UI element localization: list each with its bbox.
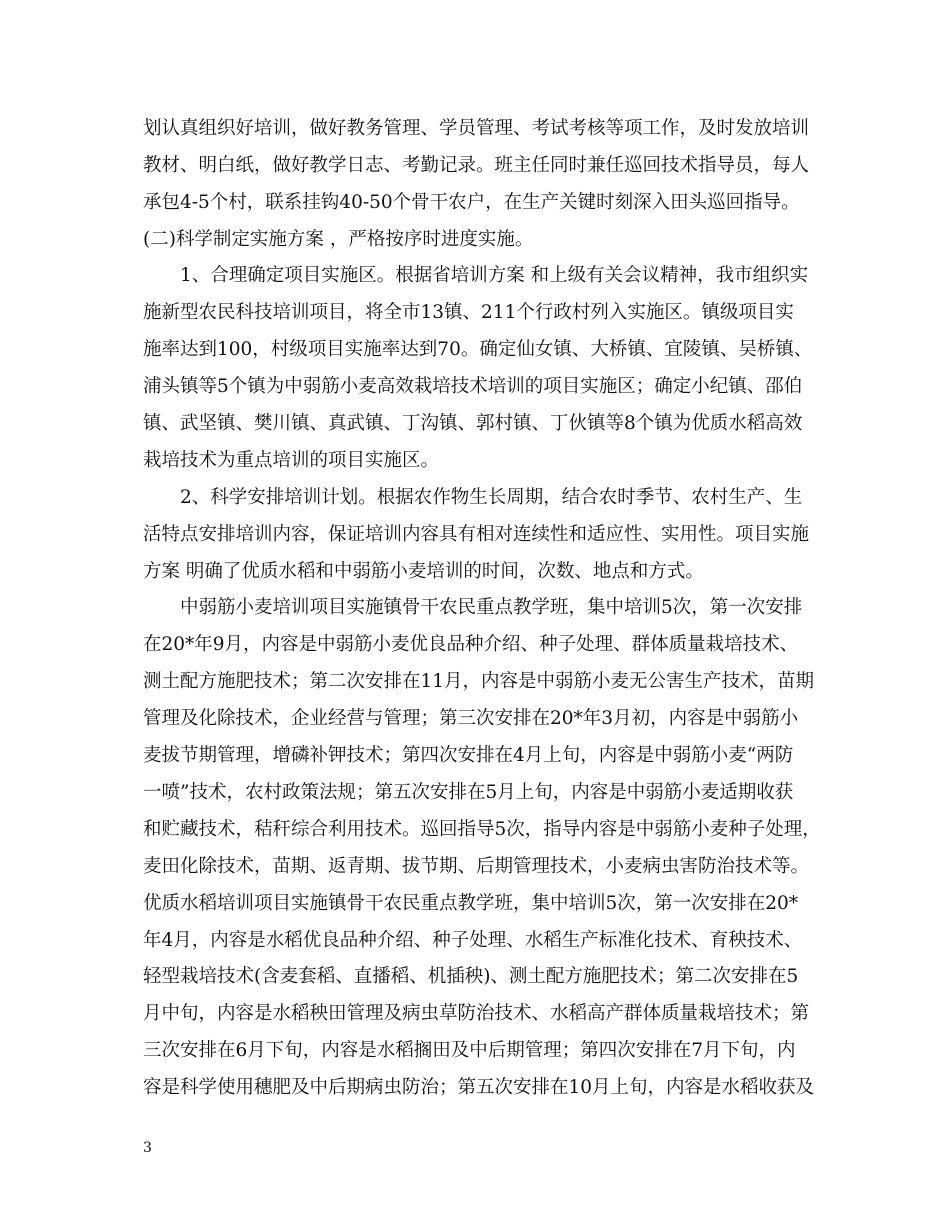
text-line: 麦拔节期管理，增磷补钾技术；第四次安排在4月上旬，内容是中弱筋小麦“两防 bbox=[143, 745, 794, 766]
text-line: 施率达到100，村级项目实施率达到70。确定仙女镇、大桥镇、宜陵镇、吴桥镇、 bbox=[143, 339, 813, 360]
text-line: 优质水稻培训项目实施镇骨干农民重点教学班，集中培训5次，第一次安排在20* bbox=[143, 893, 799, 914]
text-line: 教材、明白纸，做好教学日志、考勤记录。班主任同时兼任巡回技术指导员，每人 bbox=[143, 155, 810, 176]
text-line: 活特点安排培训内容，保证培训内容具有相对连续性和适应性、实用性。项目实施 bbox=[143, 524, 810, 545]
text-line: 三次安排在6月下旬，内容是水稻搁田及中后期管理；第四次安排在7月下旬，内 bbox=[143, 1040, 796, 1061]
text-line: 年4月，内容是水稻优良品种介绍、种子处理、水稻生产标准化技术、育秧技术、 bbox=[143, 930, 803, 951]
text-line: 管理及化除技术，企业经营与管理；第三次安排在20*年3月初，内容是中弱筋小 bbox=[143, 708, 799, 729]
text-line: 中弱筋小麦培训项目实施镇骨干农民重点教学班，集中培训5次，第一次安排 bbox=[180, 597, 803, 618]
text-line: 测土配方施肥技术；第二次安排在11月，内容是中弱筋小麦无公害生产技术，苗期 bbox=[143, 671, 815, 692]
text-line: 承包4-5个村，联系挂钩40-50个骨干农户，在生产关键时刻深入田头巡回指导。 bbox=[143, 192, 800, 213]
text-line: 2、科学安排培训计划。根据农作物生长周期，结合农时季节、农村生产、生 bbox=[180, 487, 803, 508]
text-line: 月中旬，内容是水稻秧田管理及病虫草防治技术、水稻高产群体质量栽培技术；第 bbox=[143, 1003, 810, 1024]
text-line: 一喷”技术，农村政策法规；第五次安排在5月上旬，内容是中弱筋小麦适期收获 bbox=[143, 782, 794, 803]
text-line: 麦田化除技术，苗期、返青期、拔节期、后期管理技术，小麦病虫害防治技术等。 bbox=[143, 856, 810, 877]
text-line: 和贮藏技术，秸秆综合利用技术。巡回指导5次，指导内容是中弱筋小麦种子处理， bbox=[143, 819, 821, 840]
text-line: 容是科学使用穗肥及中后期病虫防治；第五次安排在10月上旬，内容是水稻收获及 bbox=[143, 1077, 815, 1098]
text-line: 1、合理确定项目实施区。根据省培训方案 和上级有关会议精神，我市组织实 bbox=[180, 265, 809, 286]
text-line: 轻型栽培技术(含麦套稻、直播稻、机插秧)、测土配方施肥技术；第二次安排在5 bbox=[143, 966, 799, 987]
page-number: 3 bbox=[143, 1140, 152, 1156]
text-line: 在20*年9月，内容是中弱筋小麦优良品种介绍、种子处理、群体质量栽培技术、 bbox=[143, 634, 799, 655]
text-line: 镇、武坚镇、樊川镇、真武镇、丁沟镇、郭村镇、丁伙镇等8个镇为优质水稻高效 bbox=[143, 413, 803, 434]
text-line: (二)科学制定实施方案 ，严格按序时进度实施。 bbox=[143, 229, 534, 250]
text-line: 浦头镇等5个镇为中弱筋小麦高效栽培技术培训的项目实施区；确定小纪镇、邵伯 bbox=[143, 376, 803, 397]
text-line: 栽培技术为重点培训的项目实施区。 bbox=[143, 450, 440, 471]
text-line: 方案 明确了优质水稻和中弱筋小麦培训的时间，次数、地点和方式。 bbox=[143, 561, 704, 582]
text-line: 施新型农民科技培训项目，将全市13镇、211个行政村列入实施区。镇级项目实 bbox=[143, 302, 794, 323]
text-line: 划认真组织好培训，做好教务管理、学员管理、考试考核等项工作，及时发放培训 bbox=[143, 118, 810, 139]
